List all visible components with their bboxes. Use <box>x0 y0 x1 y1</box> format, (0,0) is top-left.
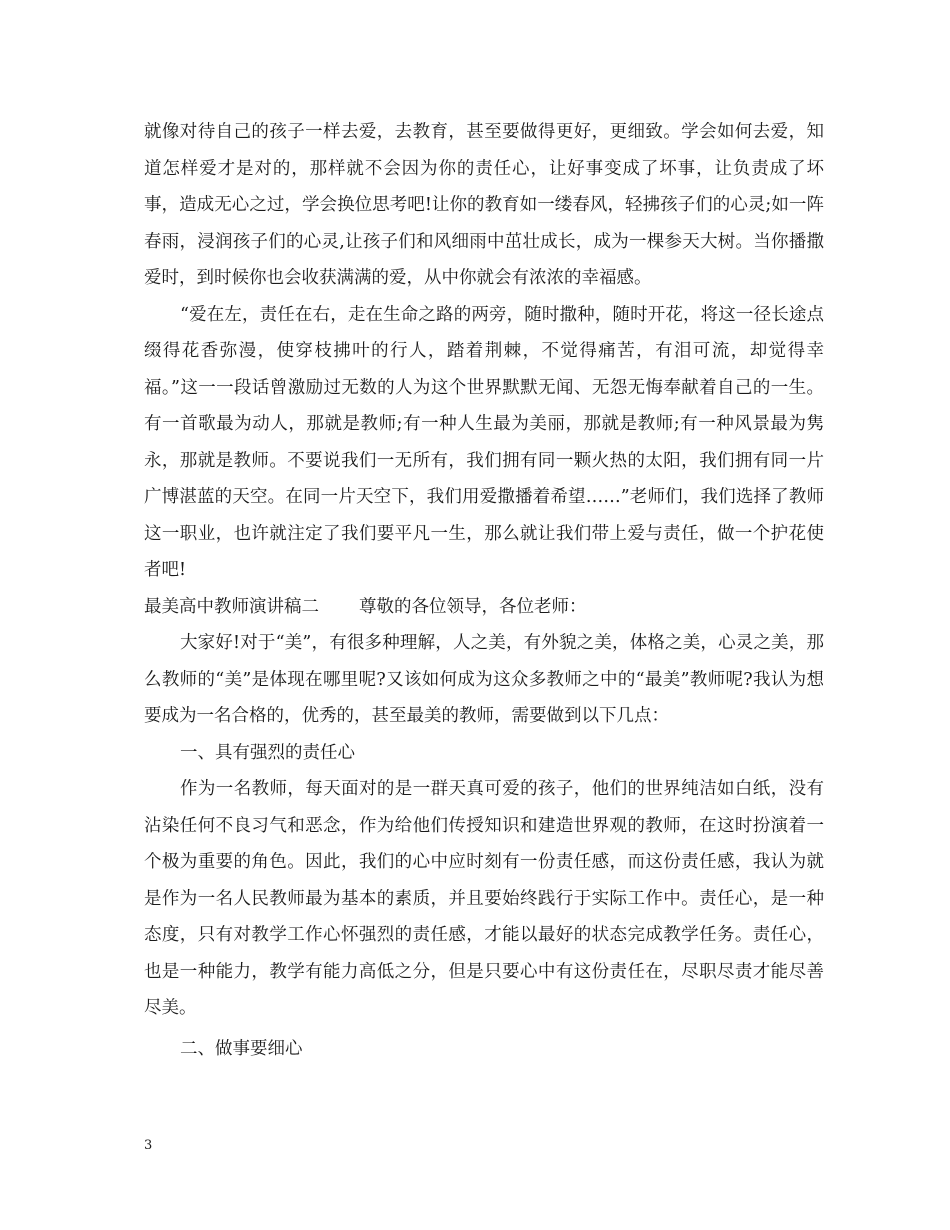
paragraph-love-responsibility-quote: “爱在左，责任在右，走在生命之路的两旁，随时撒种，随时开花，将这一径长途点缀得花香弥漫，使穿枝拂叶的行人，踏着荆棘，不觉得痛苦，有泪可流，却觉得幸福。”这一一段话曾激励过无数的人为这个世界默默无闻、无怨无悔奉献着自己的一生。有一首歌最为动人，那就是教师;有一种人生最为美丽，那就是教师;有一种风景最为隽永，那就是教师。不要说我们一无所有，我们拥有同一颗火热的太阳，我们拥有同一片广博湛蓝的天空。在同一片天空下，我们用爱撒播着希望……”老师们，我们选择了教师这一职业，也许就注定了我们要平凡一生，那么就让我们带上爱与责任，做一个护花使者吧! <box>144 304 824 580</box>
section-heading-careful: 二、做事要细心 <box>180 1038 303 1059</box>
page-body <box>144 114 824 1067</box>
section-heading-responsibility: 一、具有强烈的责任心 <box>180 742 355 763</box>
page-number: 3 <box>144 1138 153 1153</box>
speech-heading-line <box>144 589 824 626</box>
paragraph-intro: 大家好!对于“美”，有很多种理解，人之美，有外貌之美，体格之美，心灵之美，那么教师的“美”是体现在哪里呢?又该如何成为这众多教师之中的“最美”教师呢?我认为想要成为一名合格的，优秀的，甚至最美的教师，需要做到以下几点： <box>144 633 824 726</box>
paragraph-love-education: 就像对待自己的孩子一样去爱，去教育，甚至要做得更好，更细致。学会如何去爱，知道怎样爱才是对的，那样就不会因为你的责任心，让好事变成了坏事，让负责成了坏事，造成无心之过，学会换位思考吧!让你的教育如一缕春风，轻拂孩子们的心灵;如一阵春雨，浸润孩子们的心灵,让孩子们和风细雨中茁壮成长，成为一棵参天大树。当你播撒爱时，到时候你也会收获满满的爱，从中你就会有浓浓的幸福感。 <box>144 122 824 288</box>
paragraph-responsibility: 作为一名教师，每天面对的是一群天真可爱的孩子，他们的世界纯洁如白纸，没有沾染任何不良习气和恶念，作为给他们传授知识和建造世界观的教师，在这时扮演着一个极为重要的角色。因此，我们的心中应时刻有一份责任感，而这份责任感，我认为就是作为一名人民教师最为基本的素质，并且要始终践行于实际工作中。责任心，是一种态度，只有对教学工作心怀强烈的责任感，才能以最好的状态完成教学任务。责任心，也是一种能力，教学有能力高低之分，但是只要心中有这份责任在，尽职尽责才能尽善尽美。 <box>144 779 824 1018</box>
speech-salutation: 尊敬的各位领导，各位老师： <box>359 596 587 617</box>
speech-title: 最美高中教师演讲稿二 <box>144 596 319 617</box>
